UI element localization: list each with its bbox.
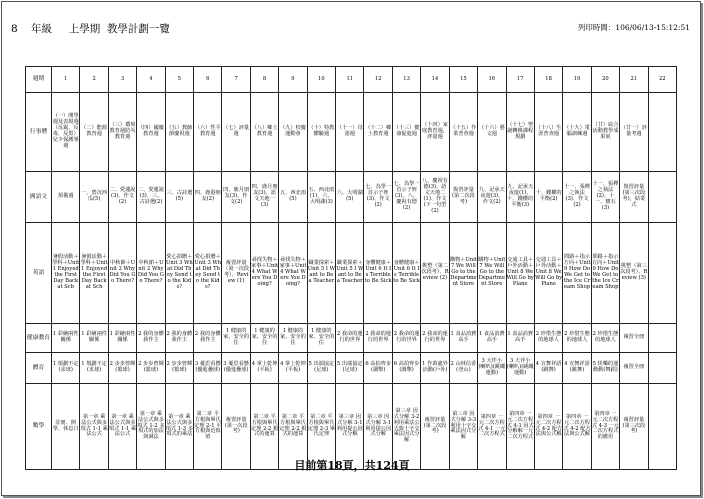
table-cell: 2 珍惜生態的地球人 [591,324,619,353]
table-cell: （十八）生涯普查週 [534,93,562,172]
table-cell: （十四）家庭教育週，評量週 [421,93,449,172]
table-cell: 複習評量(第三次段考) [620,384,648,470]
table-cell: 15 [449,67,477,93]
table-cell: （十五）作業普查週 [449,93,477,172]
table-cell: 愛心捐贈＋Unit 3 What Did They Send to the Kids? [194,223,222,324]
table-cell: 複習評量（第一次段考）、Review (1) [222,223,250,324]
row-label: 體育 [26,353,52,384]
table-cell: 預備週 [52,172,80,223]
table-cell: 五、西北雨(1)、六、大明湖(3) [307,172,335,223]
table-cell: 3 [108,67,136,93]
table-cell: 1 食品消費高手 [506,324,534,353]
table-cell: 註冊、開學、休息日 [52,384,80,470]
table-cell: 19 [563,67,591,93]
table-cell: 購物＋Unit 7 We Will Go to the Department Store [449,223,477,324]
table-cell: 九、記承天夜遊(3)、作文(2) [478,172,506,223]
table-cell: （十三）健康促進週 [392,93,420,172]
table-cell: 第四章 一元二次方程式 4-1 因式分解解一元二次方程式 [506,384,534,470]
table-cell: 1 規劃不定(求球) [52,353,80,384]
table-cell: 2 我命的運行的世界 [336,324,364,353]
table-cell: （十）特教體驗週 [307,93,335,172]
grade-number: 8 [11,23,18,35]
table-cell: 職業探索＋Unit 5 I Want to Be a Teacher [307,223,335,324]
table-cell: 2 [80,67,108,93]
table-cell: （八）鄉土教育週 [250,93,278,172]
table-cell: 暑假活動＋學科＋Unit 1 Enjoyed the First Day Back at Sch [80,223,108,324]
table-cell: 復習評量(第三次段考)，結業式 [620,172,648,223]
table-cell: 4 宣舞祥語(跳舞) [534,353,562,384]
table-cell: 三、古詩選(5) [165,172,193,223]
table-cell: 2 步步曾輝(籃球) [108,353,136,384]
table-cell: 3 憂思看懸(優進疊球) [194,353,222,384]
table-cell: （六）性平教育週 [194,93,222,172]
table-cell: 6 高拍齊步(調擊) [392,353,420,384]
table-cell: （九）校慶運動會 [279,93,307,172]
semester-label: 上學期 [68,23,101,35]
table-cell: 職業探索＋Unit 5 I Want to Be a Teacher [336,223,364,324]
table-cell: 中秋節＋Unit 2 Why Did You Go There? [108,223,136,324]
table-cell: 2 我命的運行的世界 [392,324,420,353]
table-cell [648,353,676,384]
table-cell: 2 步步曾輝(籃球) [137,353,165,384]
table-cell: 暑假活動＋學科＋Unit 1 Enjoyed the First Day Back at Sch [52,223,80,324]
table-cell: 1 彩繪兩性關係 [52,324,80,353]
table-cell: 十一、張釋之執法(3)、作文(2) [563,172,591,223]
table-cell: 9 [279,67,307,93]
grade-label: 年級 [31,23,53,35]
page-header [11,21,170,36]
table-cell: 七、為學一首示子姪(3)、作文(2) [364,172,392,223]
english-row [26,223,677,324]
table-cell: 第一章 乘法公式與多項式 1-2 多項式的加法與減法 [137,384,165,470]
table-cell: （廿）綜合活動教學成果展 [591,93,619,172]
table-cell: 復習評量(第二次段考) [449,172,477,223]
table-cell: 七、為學一首示子姪(3)、八、慶祝有德(2) [392,172,420,223]
table-cell: 5 快樂的運動動(舞蹈) [591,353,619,384]
row-label: 英語 [26,223,52,324]
table-cell: 2 我命的運行的世界 [421,324,449,353]
row-label: 數學 [26,384,52,470]
table-cell: 四、鹿月朋友(3)、作文(2) [222,172,250,223]
print-time-value: 106/06/13-15:12:51 [615,23,690,32]
table-cell: 愛心捐贈＋Unit 3 What Did They Send to the Kids? [165,223,193,324]
table-cell: 第二章 平方根與畢氏定理 2-2 根式的運算 [279,384,307,470]
table-cell [648,223,676,324]
table-cell: 5 [165,67,193,93]
table-cell: 十、錢權的平衡(2) [534,172,562,223]
row-label: 國語文 [26,172,52,223]
table-cell: 1 健康的家、安全的住 [279,324,307,353]
table-cell: 4 宣舞祥語(跳舞) [563,353,591,384]
table-cell: （四）國慶教育週 [137,93,165,172]
table-cell: 2 我的身體我作主 [137,324,165,353]
page-counter: 目前第18頁，共124頁 [294,459,410,472]
table-cell: 第一章 乘法公式與多項式 1-1 乘法公式 [80,384,108,470]
row-label: 健康教育 [26,324,52,353]
table-cell: 挑整（第二次段考）、Review (2) [421,223,449,324]
table-cell: 2 山林信香(登山) [449,353,477,384]
table-cell: 購物＋Unit 7 We Will Go to the Department Store [478,223,506,324]
table-cell: 20 [591,67,619,93]
table-cell: 第二章 平方根與畢氏定理 2-1 平方根與近似值 [194,384,222,470]
table-cell: 二、愛蓮說(3)、三、古詩選(2) [137,172,165,223]
table-cell: 四、鹿月朋友(3)、語文天地一(3) [250,172,278,223]
table-cell: 6 高拍齊步(調擊) [364,353,392,384]
table-cell: 1 [52,67,80,93]
table-cell: 18 [534,67,562,93]
table-cell: 1 規劃不定(求球) [80,353,108,384]
table-cell: 尋找失物＋家事＋Unit 4 What Were You Doing? [250,223,278,324]
table-cell: 第三章 因式分解 3-1 利用提公因式分解 [336,384,364,470]
table-cell: 6 [194,67,222,93]
table-cell: 複習評量(第二次段考) [421,384,449,470]
health-row [26,324,677,353]
table-cell: 2 珍惜生態的地球人 [534,324,562,353]
table-cell: 第四章 一元二次方程式 4-2 配方法與公式解 [534,384,562,470]
table-cell: 第四章 一元二次方程式 4-2 配方法與公式解 [563,384,591,470]
table-cell: 身體健康＋Unit 6 It Is Terrible to Be Sick [364,223,392,324]
table-cell: 11 [336,67,364,93]
table-cell: 十一、張釋之執法(2)、十一、寶石(3) [591,172,619,223]
table-cell: 問路＋指示方向＋Unit 9 How Do We Get to the Ice Cream Shop [563,223,591,324]
row-label: 行事曆 [26,93,52,172]
table-cell: 第三章 因式分解 3-1 利用提公因式分解 [364,384,392,470]
table-cell: 第一章 乘法公式與多項式 1-3 多項式的乘法 [165,384,193,470]
table-cell: 3 大伴小(喇叭)(跳繩運動) [478,353,506,384]
table-cell [648,324,676,353]
table-cell: 第三章 因式分解 3-2 利用乘法公式與十字交乘法因式分解 [392,384,420,470]
table-cell: 4 掌上乾坤(平板) [279,353,307,384]
table-cell: 14 [421,67,449,93]
table-cell: 八、慶祝有德(3)、語文天地二(1)、作文(下一句型(2) [421,172,449,223]
table-cell: 交通工具＋戶外活動＋Unit 8 We Will Go by Plane [506,223,534,324]
table-cell: 1 健康的家、安全的住 [307,324,335,353]
table-cell: 3 憂思看懸(優進疊球) [222,353,250,384]
table-cell: （一）開學週及表現週（反霸、反毒、反黑）兒少保護導週 [52,93,80,172]
table-cell: 身體健康＋Unit 6 It Is Terrible to Be Sick [392,223,420,324]
row-label: 週期 [26,67,52,93]
table-cell: 3 大伴小(喇叭)(跳繩運動) [506,353,534,384]
table-cell: 2 珍惜生態的地球人 [563,324,591,353]
table-cell: 一、碧沉西瓜(5) [80,172,108,223]
table-cell: 2 我命的運行的世界 [364,324,392,353]
table-cell [648,172,676,223]
print-time-label: 列印時間： [577,23,616,32]
table-cell: 12 [364,67,392,93]
table-cell: 第二章 平方根與畢氏定理 2-3 畢氏定理 [307,384,335,470]
table-cell: 尋找失物＋家事＋Unit 4 What Were You Doing? [279,223,307,324]
table-cell: 問路＋指示方向＋Unit 9 How Do We Get to the Ice Cream Shop [591,223,619,324]
table-cell: 4 掌上乾坤(平板) [250,353,278,384]
table-cell: 16 [478,67,506,93]
table-cell: 挑整（第三次段考）、Review (3) [620,223,648,324]
table-cell: （十一）母語週 [336,93,364,172]
pe-row [26,353,677,384]
table-cell: 17 [506,67,534,93]
table-cell: 5 出端協定(足球) [336,353,364,384]
table-cell: 2 步步曾輝(籃球) [165,353,193,384]
table-cell: 第二章 平方根與畢氏定理 2-2 根式的運算 [250,384,278,470]
table-cell: 5 出端協定(足球) [307,353,335,384]
table-cell: （十六）藝文週 [478,93,506,172]
table-cell: 10 [307,67,335,93]
print-time [578,22,690,33]
table-cell: （十七）聖誕轉換課程規劃 [506,93,534,172]
table-cell: 2 我的身體我作主 [165,324,193,353]
table-cell: 2 我的身體我作主 [194,324,222,353]
calendar-row [26,93,677,172]
table-cell: 五、西北雨(5) [279,172,307,223]
week-row [26,67,677,93]
table-cell: 複習評量(第一次段考) [222,384,250,470]
table-cell: 1 食品消費高手 [449,324,477,353]
chinese-row [26,172,677,223]
table-cell: 第四章 一元二次方程式 4-1 一元二次方程式 [478,384,506,470]
table-cell: 第一章 乘法公式與多項式 1-1 乘法公式 [108,384,136,470]
table-cell: （七）評量週 [222,93,250,172]
table-cell: 二、愛蓮說(3)、作文(2) [108,172,136,223]
table-cell: 13 [392,67,420,93]
table-cell [648,93,676,172]
table-cell: 複習全冊 [620,353,648,384]
table-cell: 1 食品消費高手 [478,324,506,353]
table-cell: 7 [222,67,250,93]
table-cell: 4 [137,67,165,93]
table-cell: 21 [620,67,648,93]
table-cell: （三）環境教育週防災教育週 [108,93,136,172]
table-cell: 複習全冊 [620,324,648,353]
table-cell: 8 [250,67,278,93]
table-cell: 1 健康的家、安全的住 [222,324,250,353]
table-cell: （二）能源教育週 [80,93,108,172]
teaching-plan-table [25,66,677,470]
table-cell: 六、大明湖(5) [336,172,364,223]
table-cell: 1 彩繪兩性關係 [80,324,108,353]
table-cell: （十九）電腦訓練週 [563,93,591,172]
table-cell: 第四章 一元二次方程式 4-3 一元二次方程式的應用 [591,384,619,470]
page-title: 教學計劃一覽 [106,23,170,35]
table-cell: 中秋節＋Unit 2 Why Did You Go There? [137,223,165,324]
table-cell: 交通工具＋戶外活動＋Unit 8 We Will Go by Plane [534,223,562,324]
table-cell: 1 彩繪兩性關係 [108,324,136,353]
table-cell: （五）教師節慶祝週 [165,93,193,172]
table-cell: （十二）鄉土教育週 [364,93,392,172]
table-cell: （廿一）評量考週 [620,93,648,172]
table-cell: 22 [648,67,676,93]
table-cell: 1 作萬處外活動(戶外) [421,353,449,384]
table-cell: 九、記承天夜遊(1)、十、錢權的平衡(3) [506,172,534,223]
table-cell: 第三章 因式分解 3-3 利用十字交乘法因式分解 [449,384,477,470]
table-cell: 1 健康的家、安全的住 [250,324,278,353]
table-cell: 四、鹿港朋友(2) [194,172,222,223]
